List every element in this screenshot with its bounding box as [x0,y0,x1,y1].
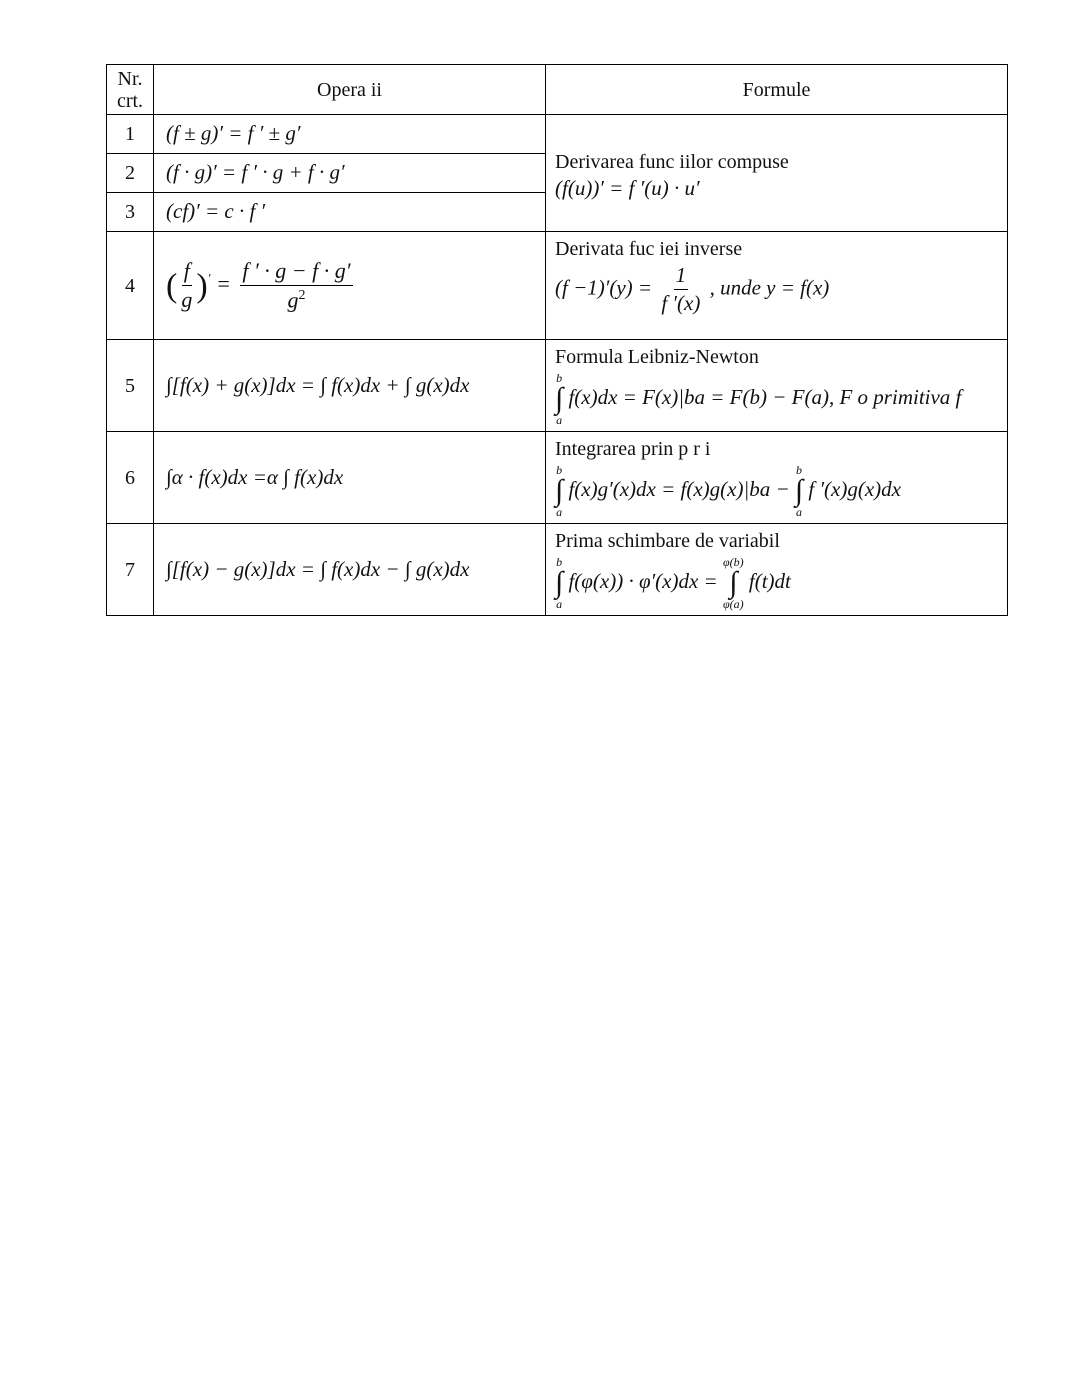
header-operations: Opera ii [154,65,546,115]
parts-expression-left: f(x)g′(x)dx = f(x)g(x)|ba − [568,476,790,501]
formula-title: Integrarea prin p r i [555,438,711,460]
quotient-fraction: $\frac{f}{g}$ [181,257,193,312]
table-row [107,524,1008,616]
operation-cell [154,232,546,340]
formula-title: Derivata fuc iei inverse [555,238,743,260]
header-formulas: Formule [546,65,1008,115]
formula-cell-substitution [546,524,1008,616]
formula-cell-inverse [546,232,1008,340]
operation-formula: (f · g)′ = f ′ · g + f · g′ [166,160,345,185]
inverse-denominator: f ′(x) [661,291,701,316]
integral-sign: b ∫ a [555,555,564,611]
row-number: 3 [107,193,154,232]
integral-sign: b ∫ a [555,371,564,427]
operation-cell [154,154,546,193]
quotient-rule-fraction [240,259,352,313]
formula-cell-parts [546,432,1008,524]
operation-cell [154,115,546,154]
substitution-expression-right: f(t)dt [748,568,791,593]
right-paren: ) [196,266,208,304]
formula-title: Prima schimbare de variabil [555,530,780,552]
table-row [107,115,1008,154]
table-row [107,340,1008,432]
formula-expression [555,372,1007,426]
operation-formula: ∫[f(x) + g(x)]dx = ∫ f(x)dx + ∫ g(x)dx [166,372,470,397]
row-number: 5 [107,340,154,432]
operation-cell [154,340,546,432]
formulas-table [106,64,1008,616]
inverse-fraction [661,264,700,315]
formula-expression [555,556,1007,610]
operation-formula: ∫α · f(x)dx =α ∫ f(x)dx [166,464,344,489]
header-row [107,65,1008,115]
row-number: 1 [107,115,154,154]
table-row [107,232,1008,340]
integral-sign: b ∫ a [794,463,804,519]
formula-title: Formula Leibniz-Newton [555,346,759,368]
operation-cell [154,193,546,232]
row-number: 7 [107,524,154,616]
operation-cell [154,524,546,616]
operation-formula: ∫[f(x) − g(x)]dx = ∫ f(x)dx − ∫ g(x)dx [166,556,470,581]
inverse-numerator: 1 [674,264,689,290]
row-number: 6 [107,432,154,524]
integral-sign: b ∫ a [555,463,564,519]
formula-expression [555,264,1007,315]
row-number: 4 [107,232,154,340]
leibniz-expression: f(x)dx = F(x)|ba = F(b) − F(a), F o primitiva f [568,384,962,409]
operation-formula: (f ± g)′ = f ′ ± g′ [166,121,301,146]
formula-cell-compound [546,115,1008,232]
formula-title: Derivarea func iilor compuse [555,151,789,174]
operation-cell [154,432,546,524]
formula-expression: (f(u))′ = f ′(u) · u′ [555,176,700,201]
left-paren: ( [166,266,178,304]
operation-formula: (cf)′ = c · f ′ [166,199,266,224]
parts-expression-right: f ′(x)g(x)dx [808,476,901,501]
header-nr: Nr. crt. [107,65,154,115]
inverse-lhs: (f −1)′(y) = [555,275,653,300]
formula-expression [555,464,1007,518]
substitution-expression-left: f(φ(x)) · φ′(x)dx = [568,568,718,593]
operation-formula: ( $\frac{f}{g}$ )′ = $\frac{f ' \cdot g - f \cdot g'}{g^2}$ [166,257,351,313]
row-number: 2 [107,154,154,193]
inverse-tail: , unde y = f(x) [709,275,830,300]
table-row [107,432,1008,524]
quotient-denominator: $g^2$ [287,287,306,313]
quotient-numerator: f ′ · g − f · g′ [240,259,352,286]
formula-cell-leibniz [546,340,1008,432]
integral-sign: φ(b) ∫ φ(a) [722,555,744,611]
